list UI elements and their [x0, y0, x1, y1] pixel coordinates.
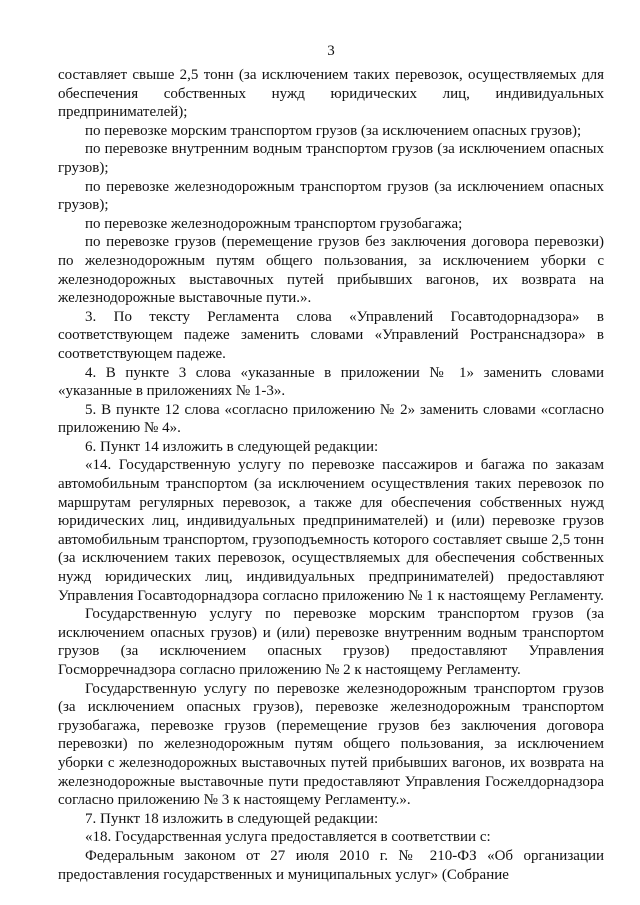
- paragraph: 4. В пункте 3 слова «указанные в приложении № 1» заменить словами «указанные в приложениях № 1-3».: [58, 364, 604, 400]
- paragraph: Государственную услугу по перевозке железнодорожным транспортом грузов (за исключением опасных грузов), перевозке железнодорожным транспортом грузобагажа, перевозке грузов (перемещение грузов без заключения договора перевозки) по железнодорожным путям общего пользования, за исключением уборки с железнодорожных выставочных путей прибывших вагонов, их возврата на железнодорожные выставочные пути предоставляют Управления Госжелдорнадзора согласно приложению № 3 к настоящему Регламенту.».: [58, 680, 604, 809]
- paragraph: Государственную услугу по перевозке морским транспортом грузов (за исключением опасных грузов) и (или) перевозке внутренним водным транспортом грузов (за исключением опасных грузов) предоставляют Управления Госморречнадзора согласно приложению № 2 к настоящему Регламенту.: [58, 606, 604, 678]
- paragraph: по перевозке железнодорожным транспортом грузов (за исключением опасных грузов);: [58, 178, 604, 214]
- paragraph: по перевозке внутренним водным транспортом грузов (за исключением опасных грузов);: [58, 141, 604, 176]
- paragraph: составляет свыше 2,5 тонн (за исключением таких перевозок, осуществляемых для обеспечения собственных нужд юридических лиц, индивидуальных предпринимателей);: [58, 67, 604, 121]
- paragraph: 3. По тексту Регламента слова «Управлений Госавтодорнадзора» в соответствующем падеже заменить словами «Управлений Ространснадзора» в соответствующем падеже.: [58, 308, 604, 362]
- page-number: 3: [327, 43, 335, 59]
- paragraph: «18. Государственная услуга предоставляется в соответствии с:: [85, 829, 491, 846]
- paragraph: 7. Пункт 18 изложить в следующей редакции:: [85, 810, 379, 827]
- document-body: [58, 66, 604, 884]
- paragraph: 6. Пункт 14 изложить в следующей редакции:: [85, 438, 379, 455]
- paragraph: «14. Государственную услугу по перевозке пассажиров и багажа по заказам автомобильным транспортом (за исключением осуществления таких перевозок по маршрутам регулярных перевозок, а также для обеспечения собственных нужд юридических лиц, индивидуальных предпринимателей) и (или) перевозке грузов автомобильным транспортом, грузоподъемность которого составляет свыше 2,5 тонн (за исключением таких перевозок, осуществляемых для обеспечения собственных нужд юридических лиц, индивидуальных предпринимателей) предоставляют Управления Госавтодорнадзора согласно приложению № 1 к настоящему Регламенту.: [58, 457, 604, 604]
- paragraph: 5. В пункте 12 слова «согласно приложению № 2» заменить словами «согласно приложению № 4».: [58, 401, 604, 437]
- paragraph: по перевозке железнодорожным транспортом грузобагажа;: [85, 215, 463, 232]
- paragraph: по перевозке грузов (перемещение грузов без заключения договора перевозки) по железнодорожным путям общего пользования, за исключением уборки с железнодорожных выставочных путей прибывших вагонов, их возврата на железнодорожные выставочные пути.».: [58, 234, 604, 307]
- paragraph: Федеральным законом от 27 июля 2010 г. № 210-ФЗ «Об организации предоставления государственных и муниципальных услуг» (Собрание: [58, 847, 604, 883]
- paragraph: по перевозке морским транспортом грузов (за исключением опасных грузов);: [85, 122, 582, 139]
